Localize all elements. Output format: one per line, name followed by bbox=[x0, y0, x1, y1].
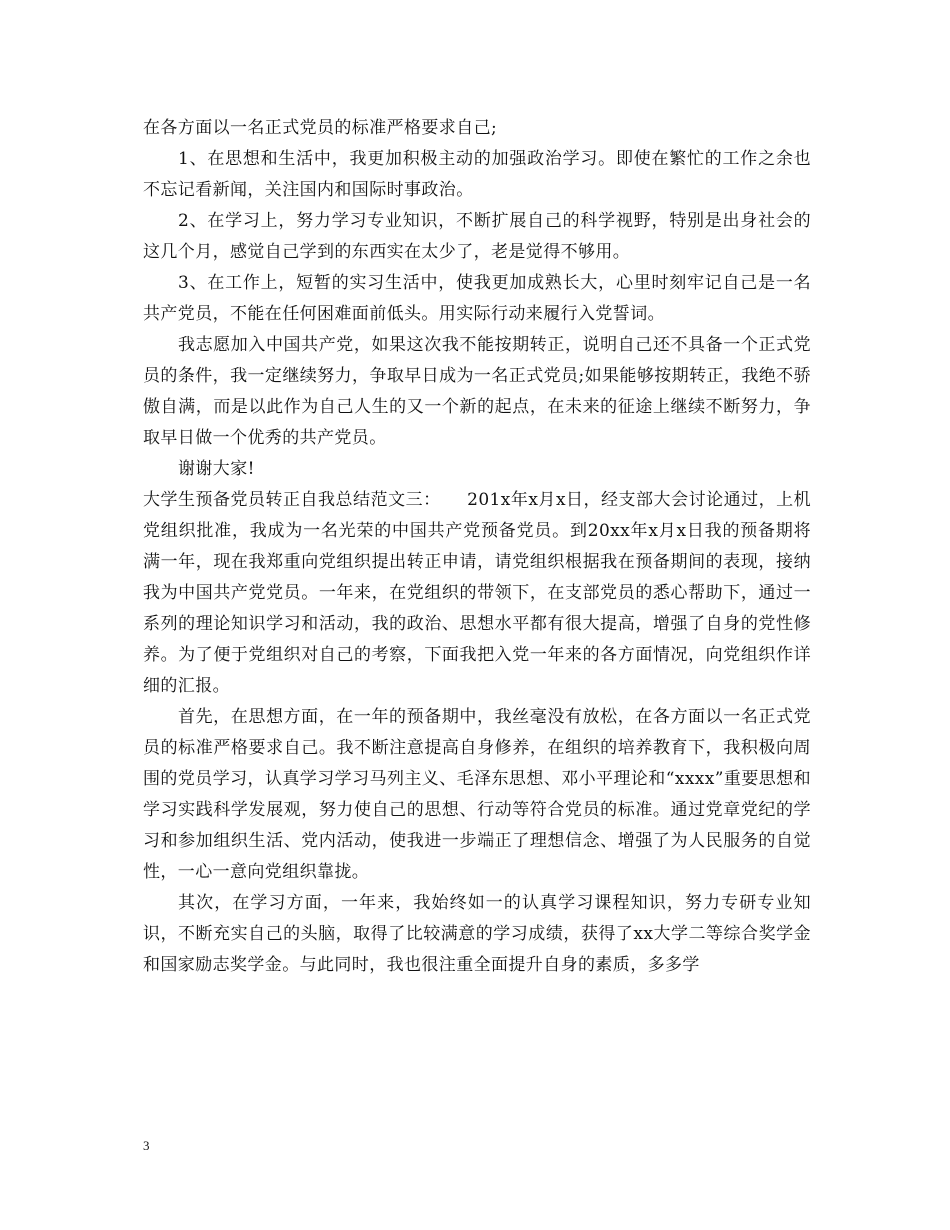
document-body bbox=[143, 113, 811, 981]
paragraph-6: 谢谢大家! bbox=[178, 459, 255, 479]
paragraph-9: 其次，在学习方面，一年来，我始终如一的认真学习课程知识，努力专研专业知识，不断充实自己的头脑，取得了比较满意的学习成绩，获得了xx大学二等综合奖学金和国家励志奖学金。与此同时，我也很注重全面提升自身的素质，多多学 bbox=[143, 893, 811, 975]
page-number: 3 bbox=[143, 1138, 150, 1153]
paragraph-1: 在各方面以一名正式党员的标准严格要求自己; bbox=[143, 118, 498, 138]
paragraph-3: 2、在学习上，努力学习专业知识，不断扩展自己的科学视野，特别是出身社会的这几个月，感觉自己学到的东西实在太少了，老是觉得不够用。 bbox=[143, 211, 811, 262]
paragraph-4: 3、在工作上，短暂的实习生活中，使我更加成熟长大，心里时刻牢记自己是一名共产党员，不能在任何困难面前低头。用实际行动来履行入党誓词。 bbox=[143, 273, 811, 324]
paragraph-5: 我志愿加入中国共产党，如果这次我不能按期转正，说明自己还不具备一个正式党员的条件，我一定继续努力，争取早日成为一名正式党员;如果能够按期转正，我绝不骄傲自满，而是以此作为自己人生的又一个新的起点，在未来的征途上继续不断努力，争取早日做一个优秀的共产党员。 bbox=[143, 335, 811, 448]
paragraph-2: 1、在思想和生活中，我更加积极主动的加强政治学习。即使在繁忙的工作之余也不忘记看新闻，关注国内和国际时事政治。 bbox=[143, 149, 811, 200]
paragraph-7: 大学生预备党员转正自我总结范文三： 201x年x月x日，经支部大会讨论通过，上机党组织批准，我成为一名光荣的中国共产党预备党员。到20xx年x月x日我的预备期将满一年，现在我郑重向党组织提出转正申请，请党组织根据我在预备期间的表现，接纳我为中国共产党党员。一年来，在党组织的带领下，在支部党员的悉心帮助下，通过一系列的理论知识学习和活动，我的政治、思想水平都有很大提高，增强了自身的党性修养。为了便于党组织对自己的考察，下面我把入党一年来的各方面情况，向党组织作详细的汇报。 bbox=[143, 490, 811, 696]
paragraph-8: 首先，在思想方面，在一年的预备期中，我丝毫没有放松，在各方面以一名正式党员的标准严格要求自己。我不断注意提高自身修养，在组织的培养教育下，我积极向周围的党员学习，认真学习学习马列主义、毛泽东思想、邓小平理论和“xxxx”重要思想和学习实践科学发展观，努力使自己的思想、行动等符合党员的标准。通过党章党纪的学习和参加组织生活、党内活动，使我进一步端正了理想信念、增强了为人民服务的自觉性，一心一意向党组织靠拢。 bbox=[143, 707, 811, 882]
